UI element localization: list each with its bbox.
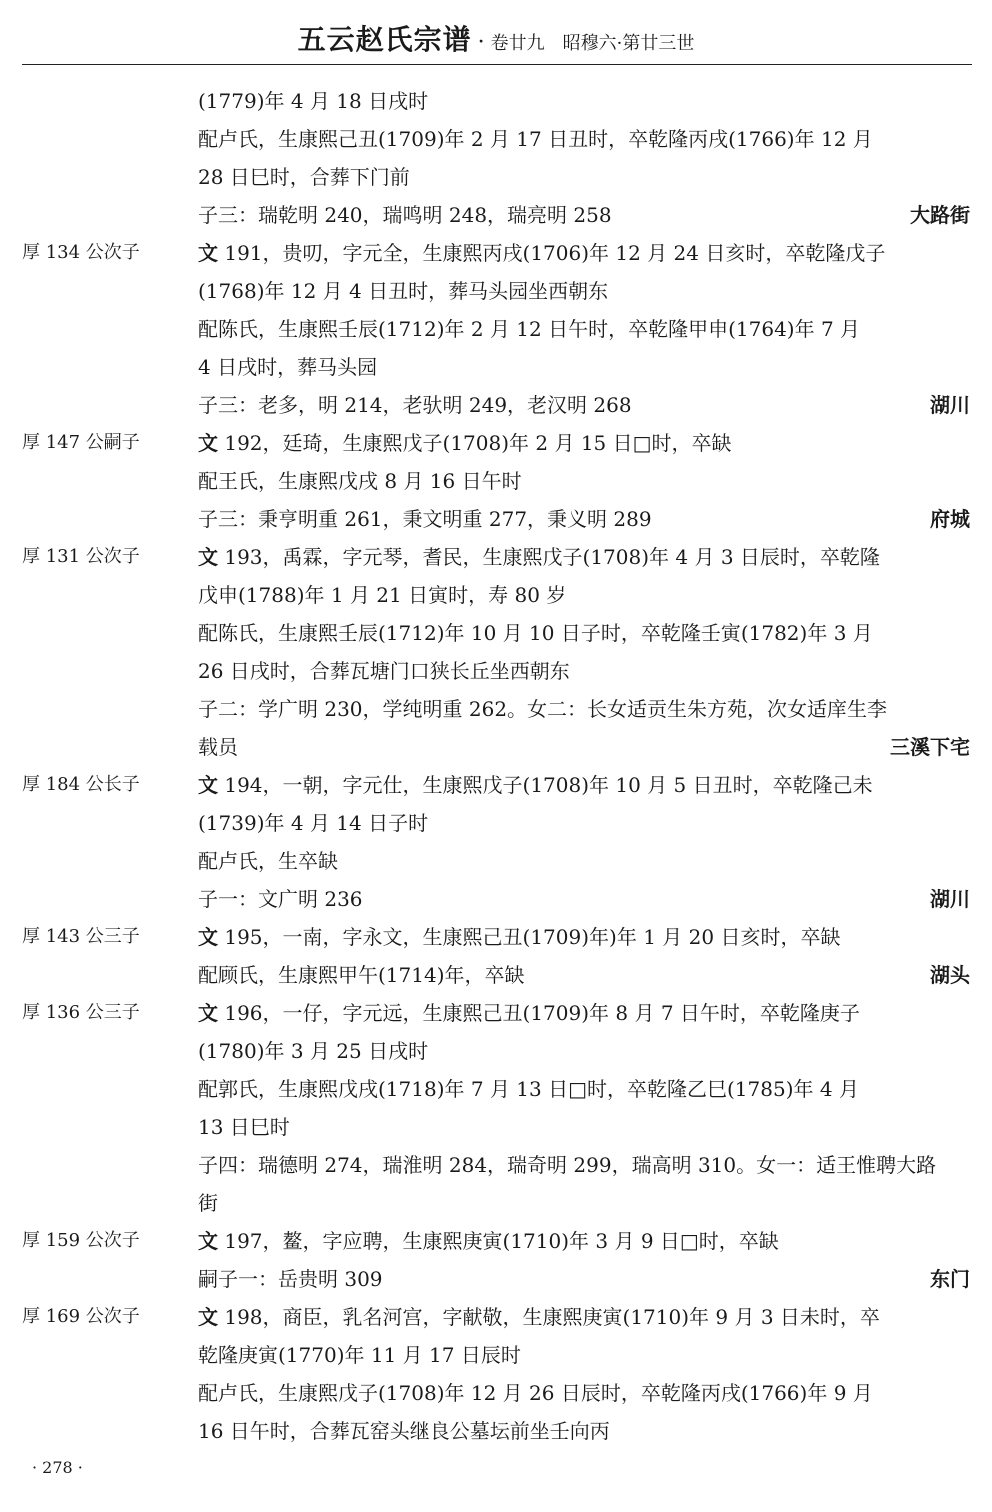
line-text: 配顾氏，生康熙甲午(1714)年，卒缺 (198, 963, 525, 987)
residence-location: 三溪下宅 (890, 735, 970, 759)
parent-reference: 厚 143 公三子 (22, 926, 140, 947)
genealogy-entry (0, 1222, 992, 1298)
entry-content (198, 538, 970, 766)
entry-line (198, 82, 970, 120)
line-text: (1768)年 12 月 4 日丑时，葬马头园坐西朝东 (198, 279, 609, 303)
line-text: 13 日巳时 (198, 1115, 290, 1139)
line-text: 子二：学广明 230，学纯明重 262。女二：长女适贡生朱方苑，次女适庠生李 (198, 697, 888, 721)
line-text: 戊申(1788)年 1 月 21 日寅时，寿 80 岁 (198, 583, 567, 607)
entry-line (198, 196, 970, 234)
line-text: 子四：瑞德明 274，瑞淮明 284，瑞奇明 299，瑞高明 310。女一：适王惟聘大路 (198, 1153, 937, 1177)
entry-line (198, 652, 970, 690)
page-header (0, 18, 992, 62)
entry-line (198, 386, 970, 424)
residence-location: 湖川 (930, 887, 970, 911)
line-text: 乾隆庚寅(1770)年 11 月 17 日辰时 (198, 1343, 521, 1367)
line-text: 载员 (198, 735, 238, 759)
line-text: 嗣子一：岳贵明 309 (198, 1267, 383, 1291)
entry-content (198, 994, 970, 1222)
entry-line (198, 880, 970, 918)
line-text: 配卢氏，生卒缺 (198, 849, 338, 873)
entry-line (198, 614, 970, 652)
line-text: 26 日戌时，合葬瓦塘门口狭长丘坐西朝东 (198, 659, 570, 683)
entry-line (198, 766, 970, 804)
parent-reference: 厚 136 公三子 (22, 1002, 140, 1023)
genealogy-entry (0, 234, 992, 424)
entry-line (198, 690, 970, 728)
genealogy-entry (0, 424, 992, 538)
entry-content (198, 82, 970, 234)
entry-line (198, 918, 970, 956)
line-text: 197，鳌，字应聘，生康熙庚寅(1710)年 3 月 9 日□时，卒缺 (218, 1229, 779, 1253)
genealogy-entry (0, 82, 992, 234)
header-rule (22, 64, 972, 65)
line-text: 198，商臣，乳名河宫，字献敬，生康熙庚寅(1710)年 9 月 3 日未时，卒 (218, 1305, 880, 1329)
entry-line (198, 1336, 970, 1374)
genealogy-entry (0, 918, 992, 994)
genealogy-entry (0, 1298, 992, 1450)
residence-location: 湖头 (930, 963, 970, 987)
generation-character: 文 (198, 431, 218, 455)
line-text: 配卢氏，生康熙戊子(1708)年 12 月 26 日辰时，卒乾隆丙戌(1766)年 9 月 (198, 1381, 873, 1405)
entry-line (198, 500, 970, 538)
entry-line (198, 576, 970, 614)
genealogy-entries (0, 82, 992, 1450)
generation-character: 文 (198, 1305, 218, 1329)
line-text: 4 日戌时，葬马头园 (198, 355, 378, 379)
entry-line (198, 234, 970, 272)
line-text: 195，一南，字永文，生康熙己丑(1709)年)年 1 月 20 日亥时，卒缺 (218, 925, 841, 949)
entry-line (198, 842, 970, 880)
entry-line (198, 956, 970, 994)
line-text: 子一：文广明 236 (198, 887, 363, 911)
entry-line (198, 1108, 970, 1146)
entry-line (198, 994, 970, 1032)
line-text: 194，一朝，字元仕，生康熙戊子(1708)年 10 月 5 日丑时，卒乾隆己未 (218, 773, 873, 797)
entry-line (198, 310, 970, 348)
entry-line (198, 728, 970, 766)
generation-character: 文 (198, 1001, 218, 1025)
entry-line (198, 462, 970, 500)
entry-line (198, 348, 970, 386)
line-text: 配陈氏，生康熙壬辰(1712)年 10 月 10 日子时，卒乾隆壬寅(1782)年 3 月 (198, 621, 873, 645)
generation-character: 文 (198, 773, 218, 797)
generation-character: 文 (198, 241, 218, 265)
line-text: (1779)年 4 月 18 日戌时 (198, 89, 429, 113)
line-text: 193，禹霖，字元琴，耆民，生康熙戊子(1708)年 4 月 3 日辰时，卒乾隆 (218, 545, 880, 569)
generation-character: 文 (198, 925, 218, 949)
entry-line (198, 1374, 970, 1412)
entry-content (198, 1298, 970, 1450)
line-text: 配陈氏，生康熙壬辰(1712)年 2 月 12 日午时，卒乾隆甲申(1764)年 7 月 (198, 317, 861, 341)
entry-content (198, 234, 970, 424)
entry-line (198, 120, 970, 158)
residence-location: 东门 (930, 1267, 970, 1291)
entry-line (198, 538, 970, 576)
line-text: (1739)年 4 月 14 日子时 (198, 811, 429, 835)
genealogy-entry (0, 994, 992, 1222)
entry-content (198, 766, 970, 918)
parent-reference: 厚 147 公嗣子 (22, 432, 140, 453)
line-text: 子三：秉亨明重 261，秉文明重 277，秉义明 289 (198, 507, 652, 531)
genealogy-entry (0, 766, 992, 918)
entry-line (198, 158, 970, 196)
line-text: 子三：瑞乾明 240，瑞鸣明 248，瑞亮明 258 (198, 203, 612, 227)
line-text: 192，廷琦，生康熙戊子(1708)年 2 月 15 日□时，卒缺 (218, 431, 732, 455)
entry-content (198, 424, 970, 538)
volume-subtitle: 卷廿九 昭穆六·第廿三世 (490, 33, 695, 54)
residence-location: 湖川 (930, 393, 970, 417)
entry-line (198, 1222, 970, 1260)
line-text: (1780)年 3 月 25 日戌时 (198, 1039, 429, 1063)
entry-content (198, 918, 970, 994)
entry-line (198, 1184, 970, 1222)
page-number: · 278 · (32, 1458, 83, 1477)
entry-line (198, 1412, 970, 1450)
line-text: 配卢氏，生康熙己丑(1709)年 2 月 17 日丑时，卒乾隆丙戌(1766)年 12 月 (198, 127, 873, 151)
line-text: 配郭氏，生康熙戊戌(1718)年 7 月 13 日□时，卒乾隆乙巳(1785)年 4 月 (198, 1077, 859, 1101)
line-text: 28 日巳时，合葬下门前 (198, 165, 410, 189)
entry-line (198, 1298, 970, 1336)
line-text: 子三：老多，明 214，老驮明 249，老汉明 268 (198, 393, 632, 417)
line-text: 191，贵叨，字元全，生康熙丙戌(1706)年 12 月 24 日亥时，卒乾隆戊子 (218, 241, 886, 265)
parent-reference: 厚 184 公长子 (22, 774, 140, 795)
parent-reference: 厚 159 公次子 (22, 1230, 140, 1251)
line-text: 196，一仔，字元远，生康熙己丑(1709)年 8 月 7 日午时，卒乾隆庚子 (218, 1001, 860, 1025)
residence-location: 府城 (930, 507, 970, 531)
entry-content (198, 1222, 970, 1298)
entry-line (198, 424, 970, 462)
line-text: 街 (198, 1191, 218, 1215)
parent-reference: 厚 134 公次子 (22, 242, 140, 263)
residence-location: 大路街 (910, 203, 970, 227)
generation-character: 文 (198, 545, 218, 569)
entry-line (198, 804, 970, 842)
parent-reference: 厚 169 公次子 (22, 1306, 140, 1327)
entry-line (198, 1032, 970, 1070)
line-text: 16 日午时，合葬瓦窑头继良公墓坛前坐壬向丙 (198, 1419, 610, 1443)
title-separator: · (477, 30, 485, 55)
entry-line (198, 1146, 970, 1184)
book-title: 五云赵氏宗谱 (297, 23, 472, 56)
entry-line (198, 272, 970, 310)
genealogy-entry (0, 538, 992, 766)
generation-character: 文 (198, 1229, 218, 1253)
entry-line (198, 1070, 970, 1108)
entry-line (198, 1260, 970, 1298)
line-text: 配王氏，生康熙戊戌 8 月 16 日午时 (198, 469, 522, 493)
parent-reference: 厚 131 公次子 (22, 546, 140, 567)
